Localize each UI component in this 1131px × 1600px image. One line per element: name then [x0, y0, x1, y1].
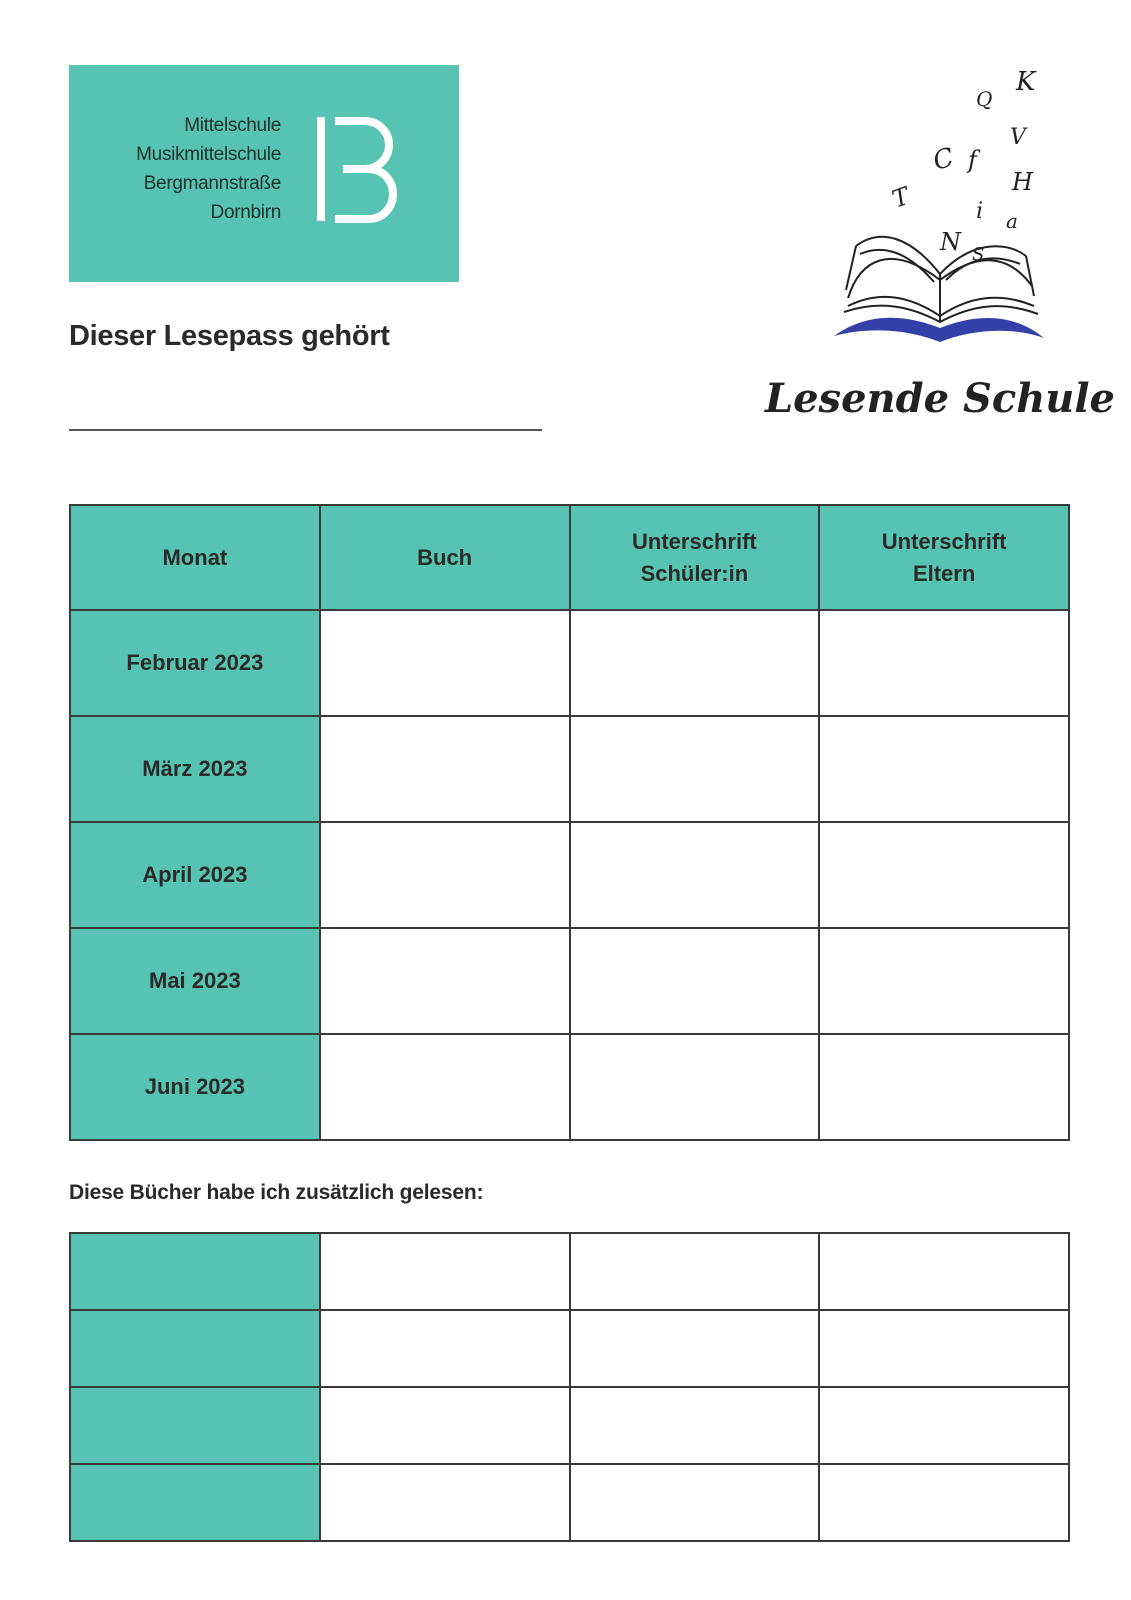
student-signature-cell[interactable]: [570, 610, 820, 716]
extra-cell[interactable]: [819, 1310, 1069, 1387]
extra-books-table: [69, 1232, 1070, 1542]
student-signature-cell[interactable]: [570, 1034, 820, 1140]
parent-signature-cell[interactable]: [819, 928, 1069, 1034]
student-signature-cell[interactable]: [570, 822, 820, 928]
extra-cell[interactable]: [570, 1464, 820, 1541]
student-signature-cell[interactable]: [570, 928, 820, 1034]
parent-signature-cell[interactable]: [819, 822, 1069, 928]
table-row: [70, 610, 1069, 716]
table-row: [70, 1464, 1069, 1541]
extra-cell[interactable]: [819, 1387, 1069, 1464]
book-cell[interactable]: [320, 716, 570, 822]
svg-text:H: H: [1012, 168, 1033, 196]
header-parent-signature: Unterschrift Eltern: [819, 505, 1069, 610]
extra-first-cell[interactable]: [70, 1387, 320, 1464]
svg-text:T: T: [888, 181, 914, 214]
school-name: [136, 111, 281, 227]
svg-text:f: f: [968, 146, 977, 174]
reading-logo-text: Lesende Schule: [764, 375, 1116, 422]
table-row: [70, 716, 1069, 822]
school-line-street: Bergmannstraße: [143, 173, 281, 194]
month-cell: Juni 2023: [70, 1034, 320, 1140]
svg-text:V: V: [1010, 125, 1026, 150]
extra-cell[interactable]: [570, 1387, 820, 1464]
table-row: [70, 822, 1069, 928]
extra-cell[interactable]: [320, 1387, 570, 1464]
extra-books-label: Diese Bücher habe ich zusätzlich gelesen:: [69, 1181, 484, 1204]
owner-name-line[interactable]: [69, 429, 542, 431]
month-cell: März 2023: [70, 716, 320, 822]
table-row: [70, 928, 1069, 1034]
extra-cell[interactable]: [570, 1233, 820, 1310]
extra-first-cell[interactable]: [70, 1233, 320, 1310]
header-month: Monat: [70, 505, 320, 610]
school-line-music: Musikmittelschule: [136, 144, 281, 165]
book-cell[interactable]: [320, 822, 570, 928]
extra-cell[interactable]: [320, 1310, 570, 1387]
parent-signature-cell[interactable]: [819, 610, 1069, 716]
parent-signature-cell[interactable]: [819, 716, 1069, 822]
book-cell[interactable]: [320, 610, 570, 716]
svg-text:N: N: [940, 228, 961, 256]
header-student-signature: Unterschrift Schüler:in: [570, 505, 820, 610]
extra-cell[interactable]: [320, 1464, 570, 1541]
table-row: [70, 1387, 1069, 1464]
school-line-city: Dornbirn: [210, 202, 281, 223]
extra-first-cell[interactable]: [70, 1464, 320, 1541]
svg-text:S: S: [972, 244, 985, 265]
svg-text:Q: Q: [976, 87, 993, 111]
student-signature-cell[interactable]: [570, 716, 820, 822]
extra-cell[interactable]: [570, 1310, 820, 1387]
extra-cell[interactable]: [819, 1233, 1069, 1310]
school-line-type: Mittelschule: [184, 115, 281, 136]
table-row: [70, 1034, 1069, 1140]
school-logo: [69, 65, 459, 282]
book-cell[interactable]: [320, 1034, 570, 1140]
svg-text:i: i: [976, 199, 984, 224]
table-row: [70, 1233, 1069, 1310]
svg-text:K: K: [1016, 67, 1036, 97]
owner-label: Dieser Lesepass gehört: [69, 320, 390, 352]
extra-cell[interactable]: [320, 1233, 570, 1310]
extra-cell[interactable]: [819, 1464, 1069, 1541]
school-b-logo-icon: [313, 115, 403, 225]
flying-letters: [888, 67, 1037, 265]
book-cell[interactable]: [320, 928, 570, 1034]
parent-signature-cell[interactable]: [819, 1034, 1069, 1140]
table-header-row: [70, 505, 1069, 610]
table-row: [70, 1310, 1069, 1387]
header-book: Buch: [320, 505, 570, 610]
reading-school-logo: [764, 60, 1116, 435]
svg-text:C: C: [930, 142, 958, 177]
reading-table: [69, 504, 1070, 1141]
month-cell: Mai 2023: [70, 928, 320, 1034]
month-cell: April 2023: [70, 822, 320, 928]
month-cell: Februar 2023: [70, 610, 320, 716]
extra-first-cell[interactable]: [70, 1310, 320, 1387]
svg-text:a: a: [1006, 209, 1018, 233]
